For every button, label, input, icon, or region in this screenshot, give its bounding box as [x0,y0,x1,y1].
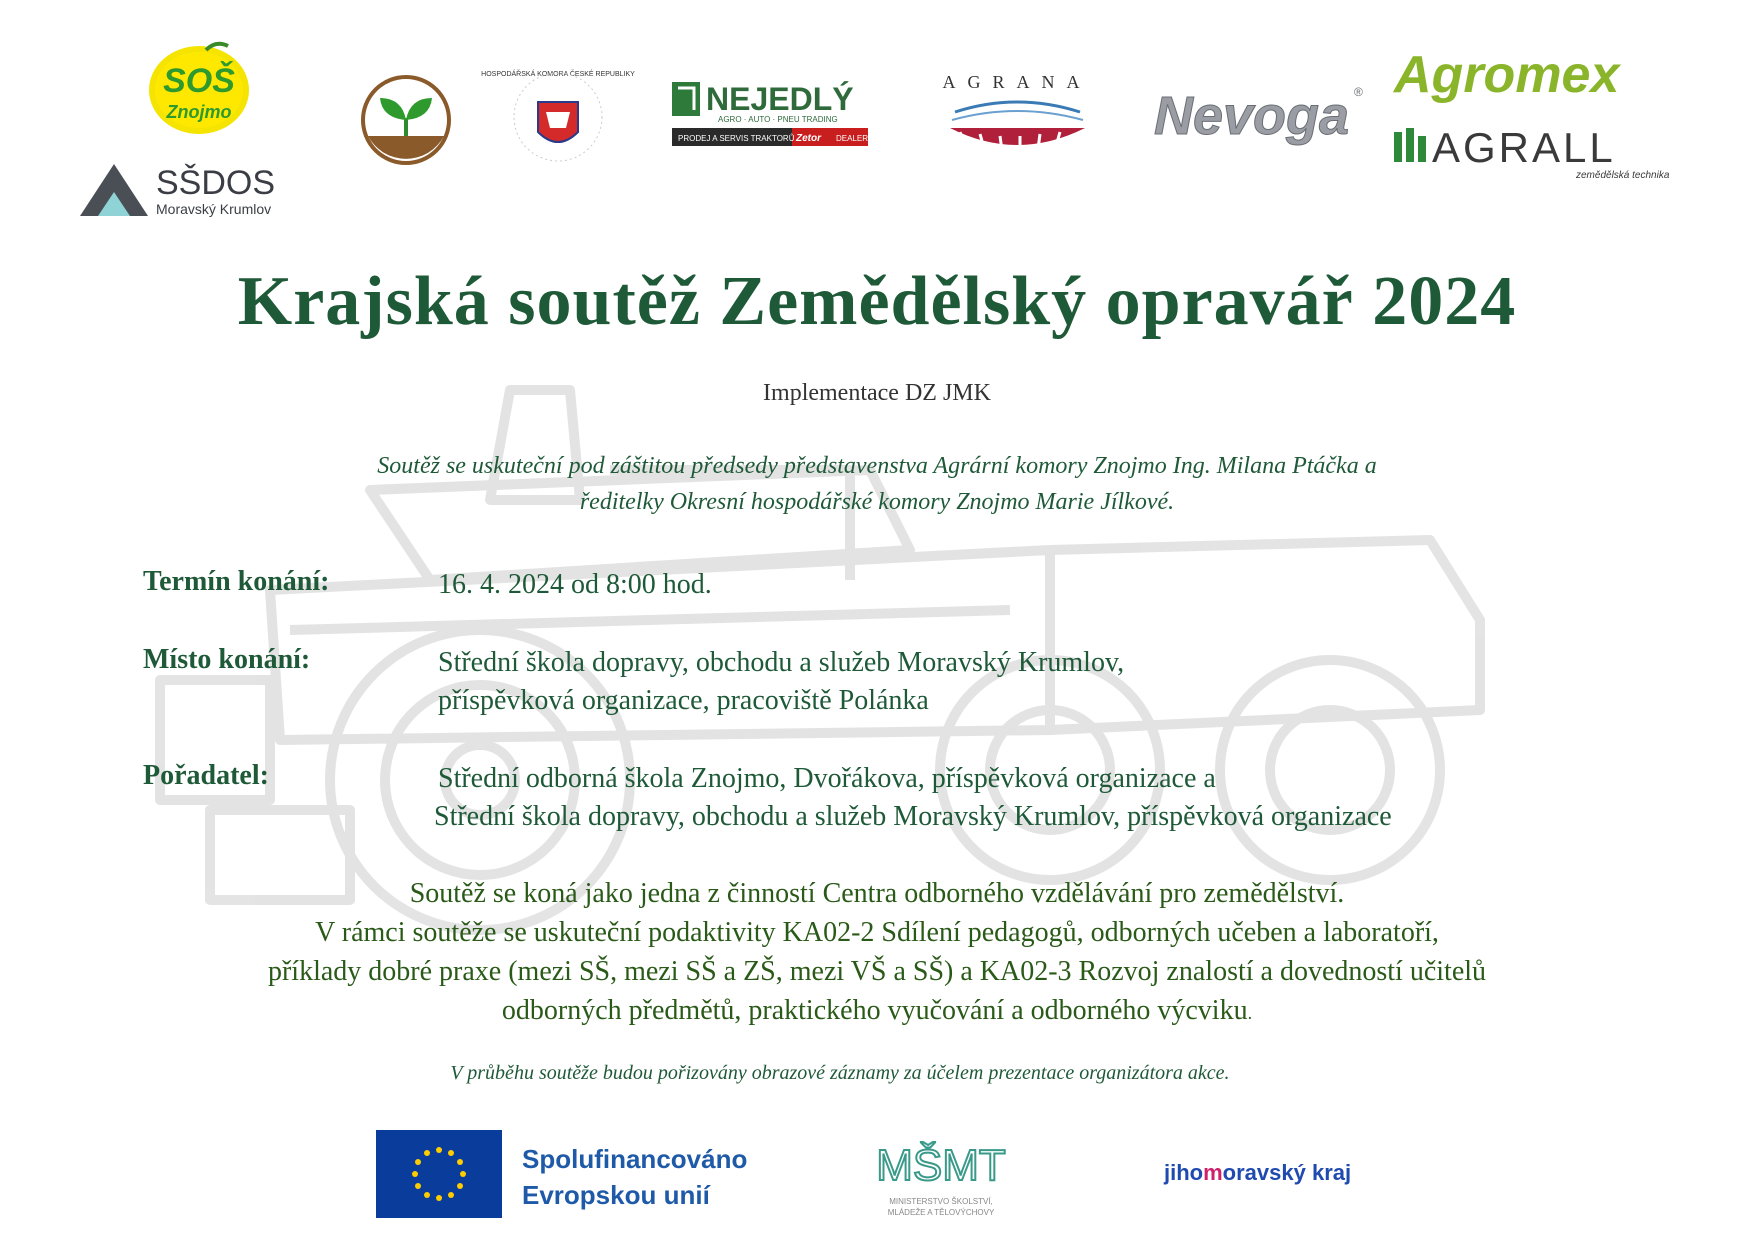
place-line-2: příspěvková organizace, pracoviště Polánka [438,685,929,716]
date-value: 16. 4. 2024 od 8:00 hod. [438,569,712,600]
svg-text:NEJEDLÝ: NEJEDLÝ [706,81,854,117]
place-value [438,644,1124,720]
patronage-line-1: Soutěž se uskuteční pod záštitou předsedy představenstva Agrární komory Znojmo Ing. Milana Ptáčka a [377,453,1377,479]
about-line-4: odborných předmětů, praktického vyučování a odborného výcviku. [501,995,1253,1026]
svg-text:SŠDOS: SŠDOS [156,164,276,202]
svg-text:AGRANA: AGRANA [942,72,1092,92]
svg-text:Znojmo: Znojmo [166,102,232,122]
svg-text:SOŠ: SOŠ [163,62,235,100]
svg-text:PRODEJ A SERVIS TRAKTORŮ: PRODEJ A SERVIS TRAKTORŮ [678,134,795,143]
svg-text:MŠMT: MŠMT [876,1141,1006,1190]
agrall-logo [1392,126,1692,184]
about-line-2: V rámci soutěže se uskuteční podaktivity KA02-2 Sdílení pedagogů, odborných učeben a laboratoří, [315,917,1439,948]
svg-text:®: ® [1354,85,1363,99]
organizer-line-1: Střední odborná škola Znojmo, Dvořákova, příspěvková organizace a [438,763,1216,794]
agrarni-komora-logo [360,74,452,166]
svg-text:AGRALL: AGRALL [1432,124,1616,171]
about-text [100,874,1654,1033]
organizer-label: Pořadatel: [143,760,269,791]
svg-text:MINISTERSTVO ŠKOLSTVÍ,: MINISTERSTVO ŠKOLSTVÍ, [889,1197,993,1206]
organizer-value [434,760,1392,836]
patronage-line-2: ředitelky Okresní hospodářské komory Znojmo Marie Jílkové. [579,489,1175,515]
svg-text:DEALER: DEALER [836,134,869,143]
svg-text:Spolufinancováno: Spolufinancováno [522,1144,748,1174]
svg-text:zemědělská technika: zemědělská technika [1576,170,1670,181]
jihomoravsky-kraj-logo: jihomoravský kraj [1164,1160,1352,1185]
photo-notice: V průběhu soutěže budou pořizovány obrazové záznamy za účelem prezentace organizátora akce. [450,1062,1230,1084]
place-line-1: Střední škola dopravy, obchodu a služeb Moravský Krumlov, [438,647,1125,678]
patronage-text [200,448,1554,520]
svg-text:Nevoga: Nevoga [1154,86,1350,146]
about-line-1: Soutěž se koná jako jedna z činností Centra odborného vzdělávání pro zemědělství. [409,878,1345,909]
nejedly-logo [670,80,870,150]
msmt-logo [846,1124,1036,1224]
subtitle: Implementace DZ JMK [763,380,991,406]
organizer-line-2: Střední škola dopravy, obchodu a služeb Moravský Krumlov, příspěvková organizace [434,801,1392,832]
sos-znojmo-logo [146,40,252,136]
place-label: Místo konání: [143,644,311,675]
nevoga-logo [1150,78,1370,148]
svg-text:Agromex: Agromex [1394,46,1620,104]
ssdos-logo [76,158,286,220]
svg-text:HOSPODÁŘSKÁ KOMORA ČESKÉ REPUB: HOSPODÁŘSKÁ KOMORA ČESKÉ REPUBLIKY [481,71,635,78]
about-line-3: příklady dobré praxe (mezi SŠ, mezi SŠ a ZŠ, mezi VŠ a SŠ) a KA02-3 Rozvoj znalostí a dovedností učitelů [267,956,1487,987]
svg-text:AGRO · AUTO · PNEU TRADING: AGRO · AUTO · PNEU TRADING [718,115,838,124]
svg-text:Evropskou unií: Evropskou unií [522,1180,710,1210]
eu-cofunded-logo [376,1130,776,1220]
svg-text:Zetor: Zetor [796,133,821,144]
date-label: Termín konání: [143,566,330,597]
agrana-logo [930,62,1105,170]
agromex-logo [1390,40,1660,110]
hospodarska-komora-logo [481,62,635,172]
page-title: Krajská soutěž Zemědělský opravář 2024 [237,263,1517,340]
svg-text:Moravský Krumlov: Moravský Krumlov [156,201,272,217]
svg-text:MLÁDEŽE A TĚLOVÝCHOVY: MLÁDEŽE A TĚLOVÝCHOVY [887,1208,995,1217]
